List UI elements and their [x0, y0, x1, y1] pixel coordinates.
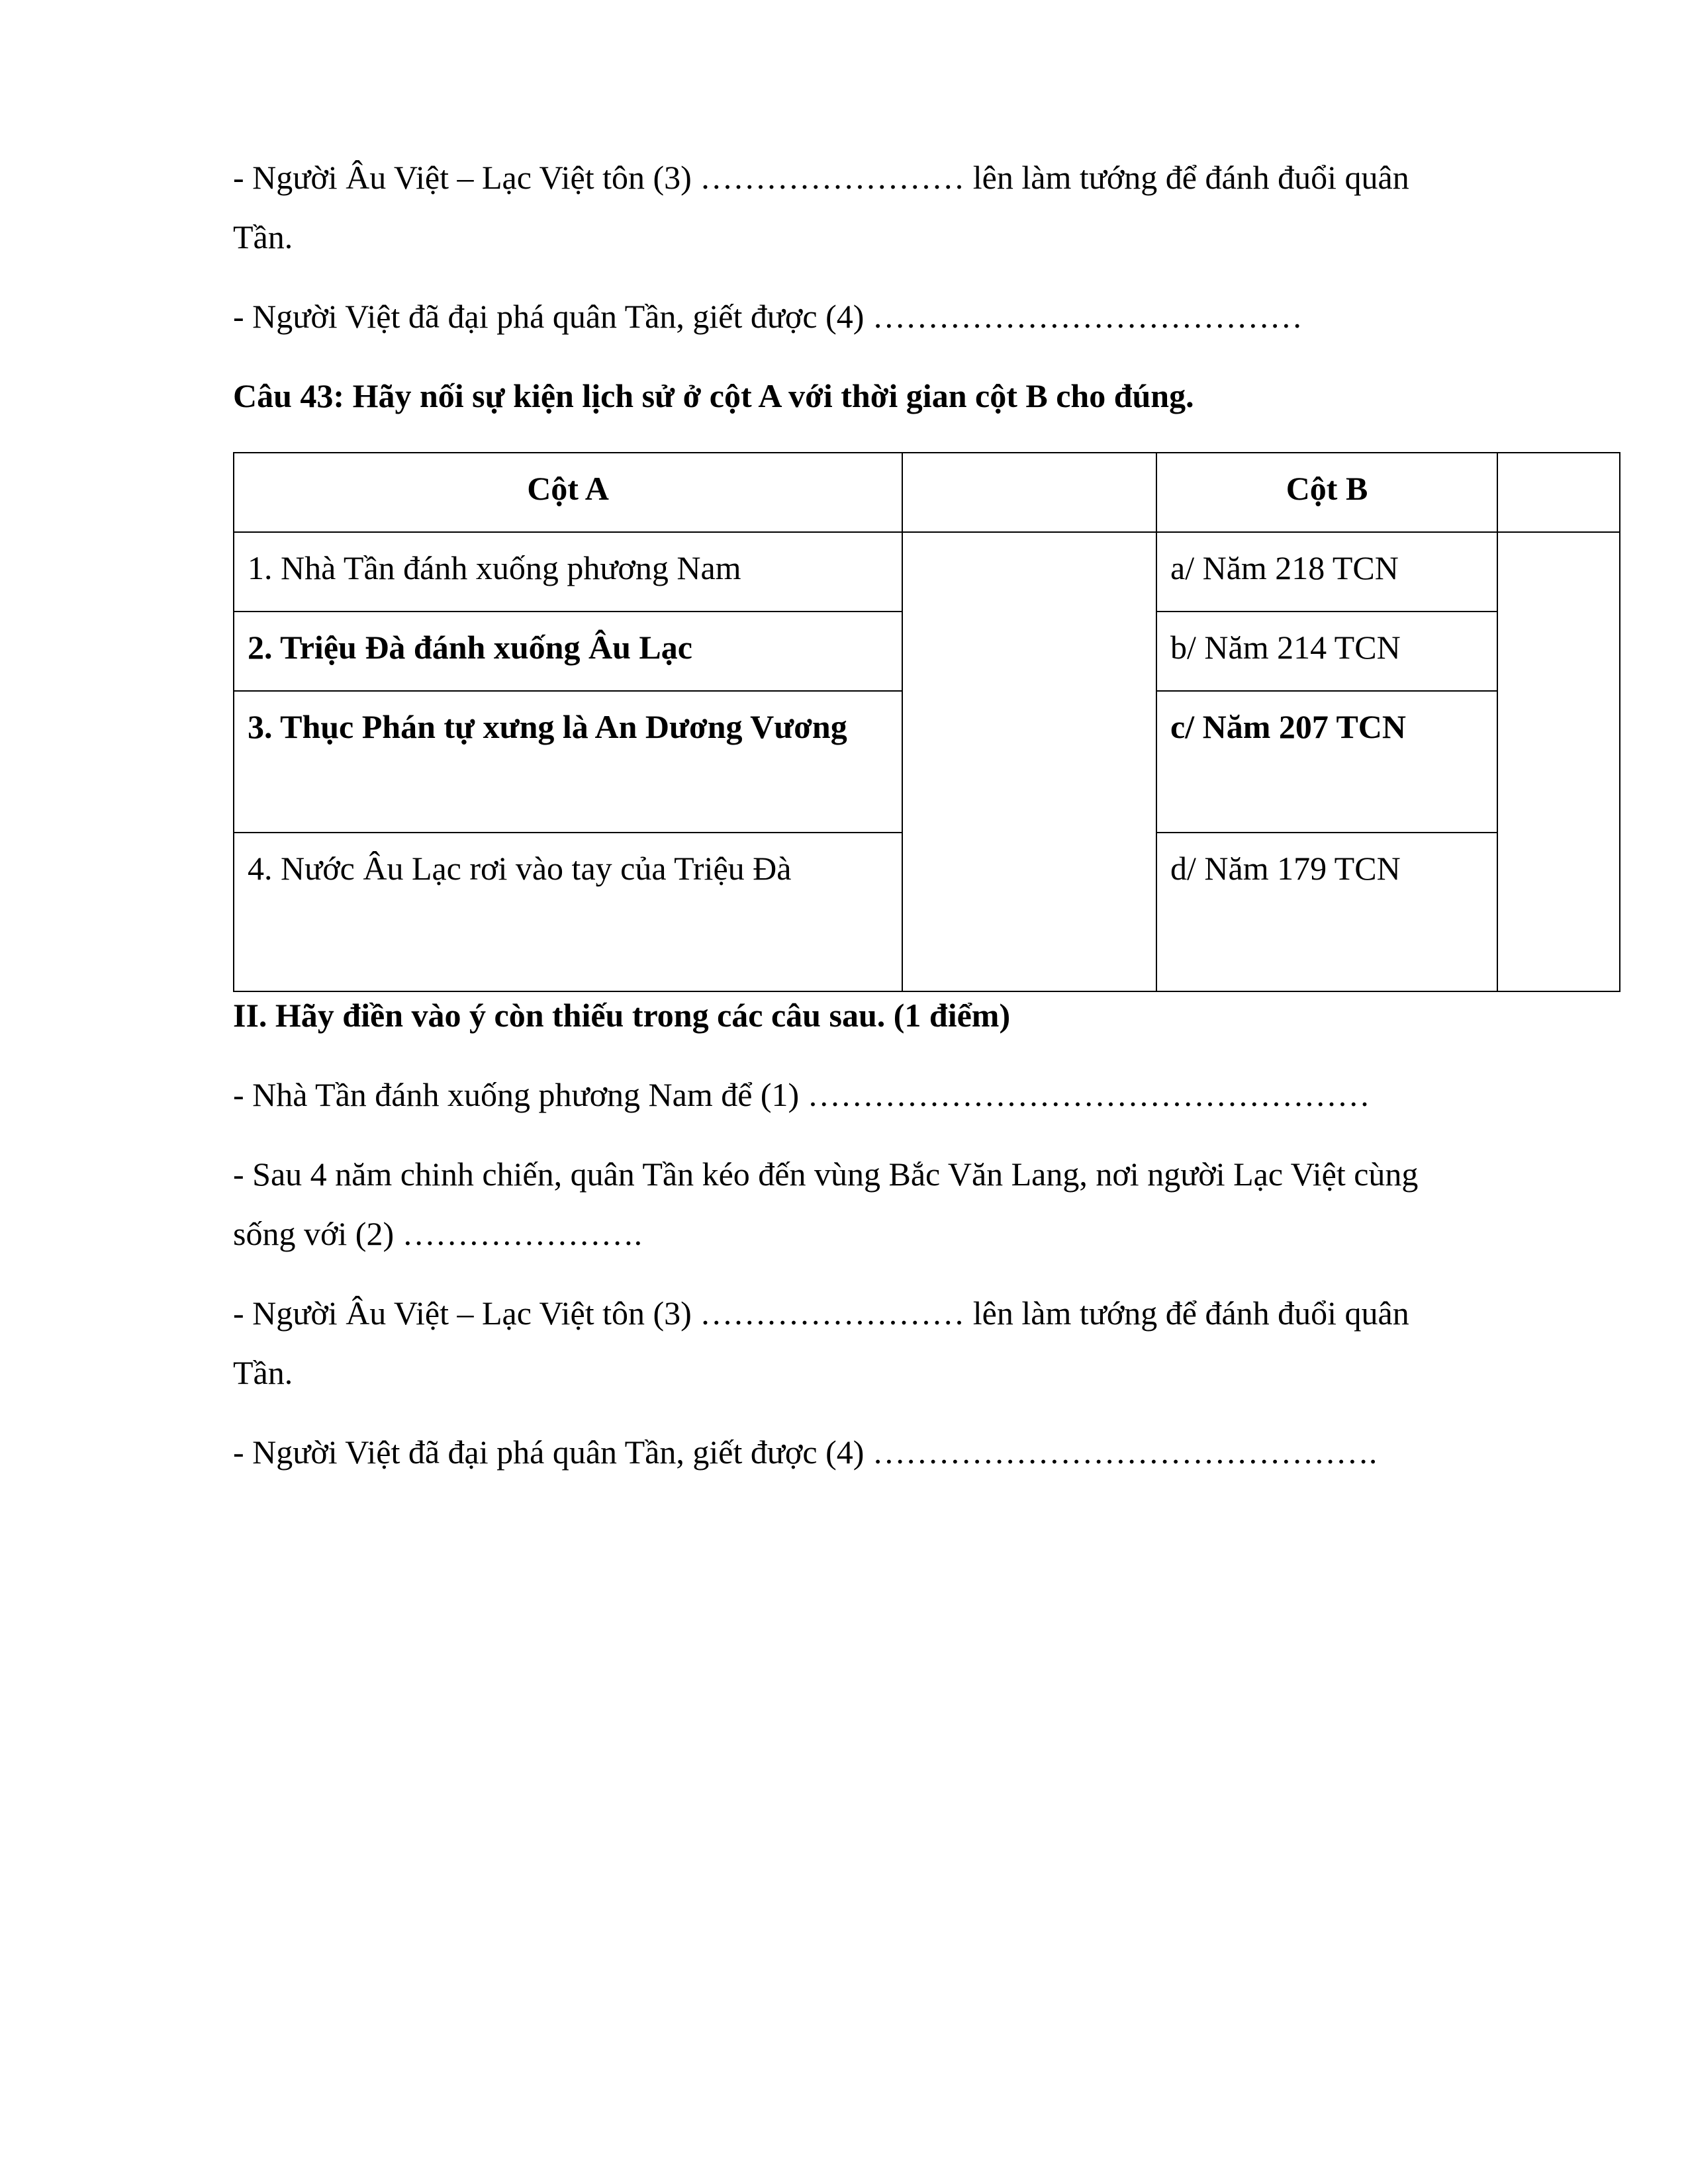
- time-cell: a/ Năm 218 TCN: [1156, 532, 1497, 612]
- section-2-line-2: - Sau 4 năm chinh chiến, quân Tần kéo đến vùng Bắc Văn Lang, nơi người Lạc Việt cùng: [233, 1156, 1419, 1193]
- time-cell: d/ Năm 179 TCN: [1156, 833, 1497, 991]
- time-cell: b/ Năm 214 TCN: [1156, 612, 1497, 691]
- section-2-line-1: - Nhà Tần đánh xuống phương Nam để (1) ……………………………………………: [233, 1076, 1370, 1113]
- section-2-line-3-continuation: Tần.: [233, 1354, 293, 1391]
- section-2-title: II. Hãy điền vào ý còn thiếu trong các câu sau. (1 điểm): [233, 997, 1011, 1034]
- section-2-line-4: - Người Việt đã đại phá quân Tần, giết được (4) ……………………………………….: [233, 1433, 1378, 1471]
- event-cell: 3. Thục Phán tự xưng là An Dương Vương: [234, 691, 902, 833]
- matching-table: [233, 452, 1620, 992]
- time-cell: c/ Năm 207 TCN: [1156, 691, 1497, 833]
- header-spacer-cell: [902, 453, 1156, 532]
- column-b-header: Cột B: [1156, 453, 1497, 532]
- section-2-line-2-continuation: sống với (2) ………………….: [233, 1215, 643, 1252]
- table-header-row: [234, 453, 1620, 532]
- header-answer-cell: [1497, 453, 1620, 532]
- section-2-line-3: - Người Âu Việt – Lạc Việt tôn (3) …………………… lên làm tướng để đánh đuổi quân: [233, 1295, 1409, 1332]
- top-blank-line-4: - Người Việt đã đại phá quân Tần, giết được (4) …………………………………: [233, 298, 1303, 335]
- event-cell: 1. Nhà Tần đánh xuống phương Nam: [234, 532, 902, 612]
- question-43-title: Câu 43: Hãy nối sự kiện lịch sử ở cột A với thời gian cột B cho đúng.: [233, 377, 1194, 414]
- event-cell: 2. Triệu Đà đánh xuống Âu Lạc: [234, 612, 902, 691]
- top-blank-line-3: - Người Âu Việt – Lạc Việt tôn (3) …………………… lên làm tướng để đánh đuổi quân: [233, 159, 1409, 196]
- answer-column: [1497, 532, 1620, 991]
- event-cell: 4. Nước Âu Lạc rơi vào tay của Triệu Đà: [234, 833, 902, 991]
- table-row: [234, 532, 1620, 612]
- connector-column: [902, 532, 1156, 991]
- column-a-header: Cột A: [234, 453, 902, 532]
- top-blank-line-3-continuation: Tần.: [233, 218, 293, 255]
